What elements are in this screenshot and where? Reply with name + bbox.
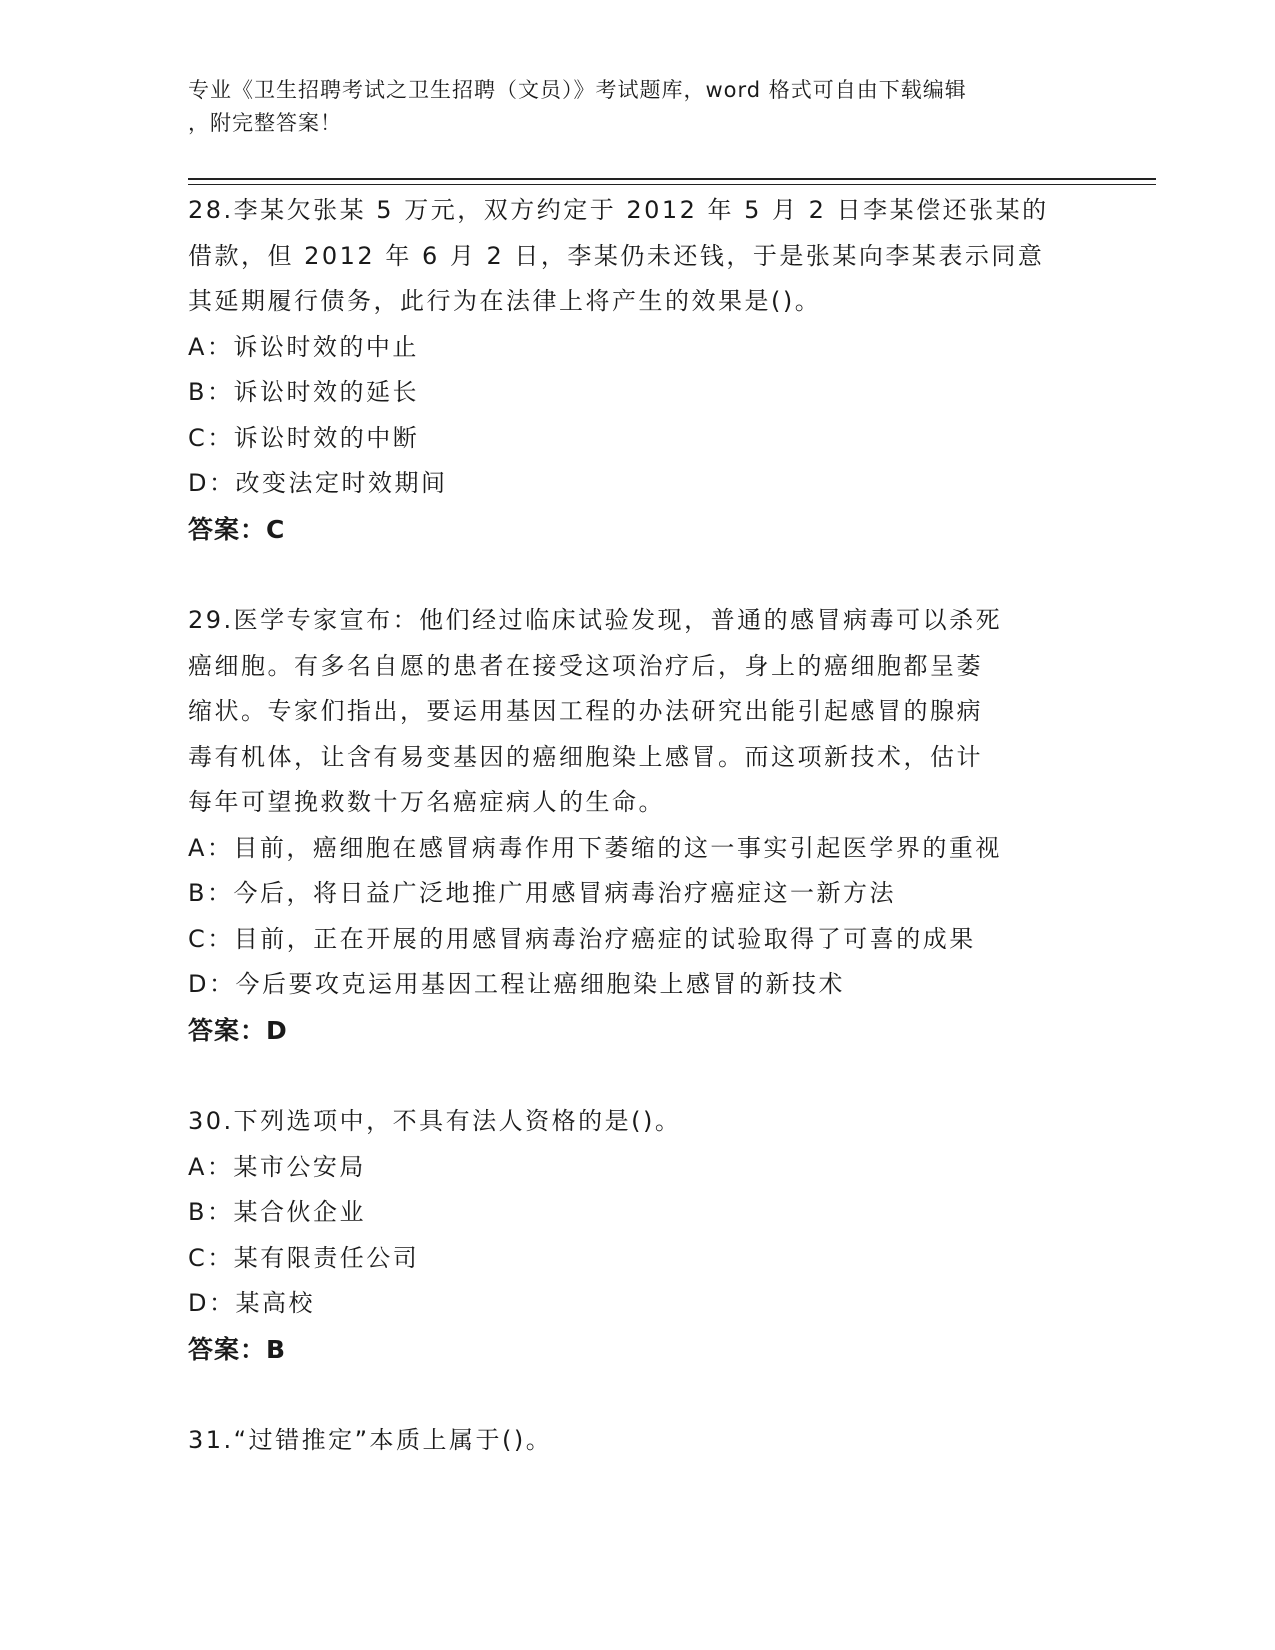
header-divider-thick	[188, 178, 1156, 180]
question-line: 每年可望挽救数十万名癌症病人的生命。	[188, 788, 665, 816]
question-30	[188, 1099, 1108, 1372]
question-list	[188, 188, 1108, 1464]
question-text	[188, 1099, 1108, 1145]
option-c: C：诉讼时效的中断	[188, 423, 420, 452]
question-spacer	[188, 552, 1108, 598]
question-29	[188, 598, 1108, 1053]
header-line-1: 专业《卫生招聘考试之卫生招聘（文员）》考试题库，word 格式可自由下载编辑	[188, 78, 967, 102]
question-28	[188, 188, 1108, 552]
question-31	[188, 1418, 1108, 1464]
question-line: 癌细胞。有多名自愿的患者在接受这项治疗后，身上的癌细胞都呈萎	[188, 651, 983, 680]
answer-label: 答案：D	[188, 1015, 288, 1045]
option-d: D：今后要攻克运用基因工程让癌细胞染上感冒的新技术	[188, 970, 845, 998]
header-divider-thin	[188, 184, 1156, 185]
answer-label: 答案：C	[188, 514, 286, 544]
option-b: B：今后，将日益广泛地推广用感冒病毒治疗癌症这一新方法	[188, 879, 896, 907]
question-line: 缩状。专家们指出，要运用基因工程的办法研究出能引起感冒的腺病	[188, 697, 983, 725]
option-d: D：改变法定时效期间	[188, 469, 448, 497]
option-b: B：诉讼时效的延长	[188, 378, 419, 406]
question-line: 其延期履行债务，此行为在法律上将产生的效果是()。	[188, 287, 822, 315]
question-line: 31.“过错推定”本质上属于()。	[188, 1426, 553, 1454]
question-spacer	[188, 1372, 1108, 1418]
question-line: 30.下列选项中，不具有法人资格的是()。	[188, 1107, 682, 1135]
option-c: C：某有限责任公司	[188, 1243, 420, 1272]
option-c: C：目前，正在开展的用感冒病毒治疗癌症的试验取得了可喜的成果	[188, 924, 976, 953]
question-text	[188, 1418, 1108, 1464]
option-a: A：目前，癌细胞在感冒病毒作用下萎缩的这一事实引起医学界的重视	[188, 833, 1002, 862]
question-text	[188, 188, 1108, 325]
question-text	[188, 598, 1108, 826]
option-a: A：诉讼时效的中止	[188, 332, 419, 361]
question-line: 28.李某欠张某 5 万元，双方约定于 2012 年 5 月 2 日李某偿还张某的	[188, 196, 1049, 224]
question-line: 29.医学专家宣布：他们经过临床试验发现，普通的感冒病毒可以杀死	[188, 606, 1003, 634]
question-line: 毒有机体，让含有易变基因的癌细胞染上感冒。而这项新技术，估计	[188, 742, 983, 771]
document-header	[188, 74, 1068, 140]
option-a: A：某市公安局	[188, 1152, 366, 1181]
option-d: D：某高校	[188, 1289, 315, 1317]
answer-label: 答案：B	[188, 1334, 287, 1364]
header-line-2: ，附完整答案！	[188, 111, 342, 135]
option-b: B：某合伙企业	[188, 1198, 366, 1226]
question-spacer	[188, 1053, 1108, 1099]
question-line: 借款，但 2012 年 6 月 2 日，李某仍未还钱，于是张某向李某表示同意	[188, 241, 1045, 270]
